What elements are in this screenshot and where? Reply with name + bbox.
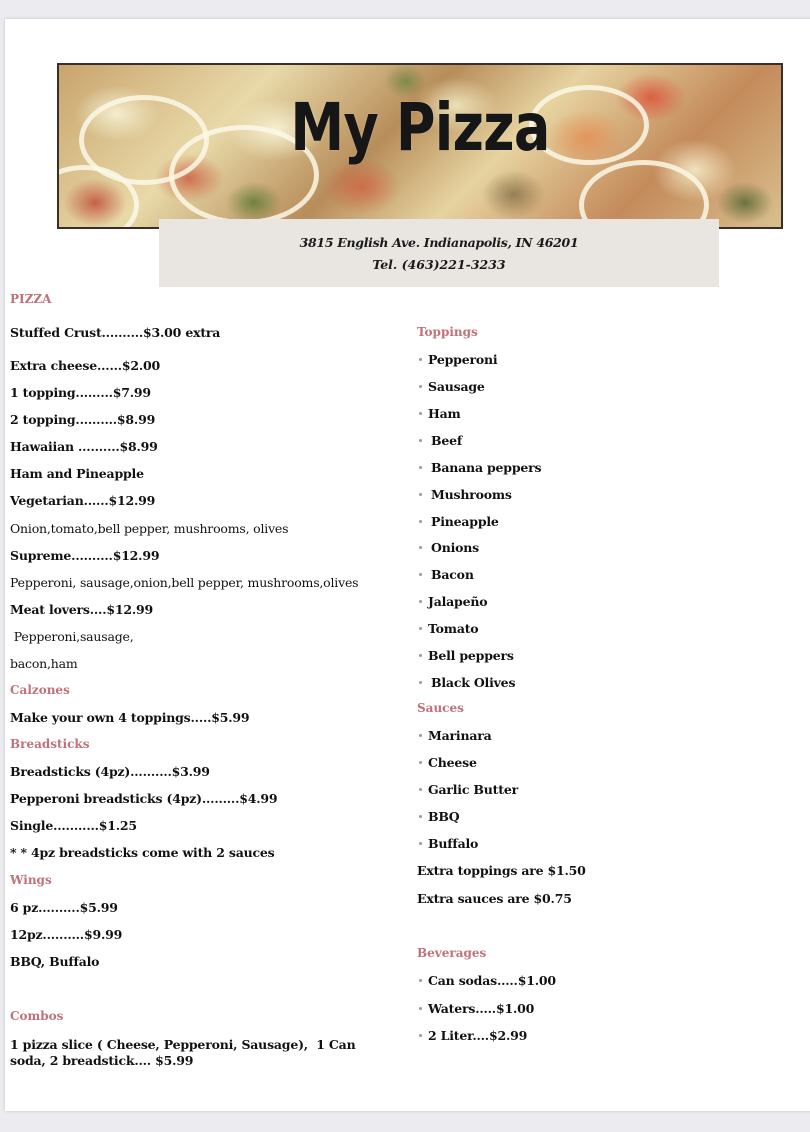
section-heading-pizza: PIZZA: [10, 292, 52, 306]
restaurant-title: My Pizza: [290, 89, 550, 166]
bullet-icon: [419, 520, 422, 523]
bullet-icon: [419, 385, 422, 388]
topping-label: Black Olives: [431, 675, 516, 690]
topping-label: Tomato: [428, 621, 479, 636]
topping-label: Beef: [431, 433, 463, 448]
menu-page: [5, 19, 810, 1111]
topping-item: [419, 487, 512, 502]
topping-item: [419, 675, 515, 690]
menu-item: Breadsticks (4pz)..........$3.99: [10, 764, 210, 779]
menu-item: Vegetarian......$12.99: [10, 493, 156, 508]
topping-label: Pepperoni: [428, 352, 498, 367]
sauce-item: [419, 728, 492, 743]
menu-item: Single...........$1.25: [10, 818, 137, 833]
section-heading-combos: Combos: [10, 1009, 64, 1023]
menu-item-description: Pepperoni, sausage,onion,bell pepper, mushrooms,olives: [10, 575, 359, 590]
sauce-label: BBQ: [428, 809, 460, 824]
bullet-icon: [419, 493, 422, 496]
sauce-label: Garlic Butter: [428, 782, 518, 797]
bullet-icon: [419, 358, 422, 361]
menu-item: Extra cheese......$2.00: [10, 358, 161, 373]
bullet-icon: [419, 788, 422, 791]
menu-item: 12pz..........$9.99: [10, 927, 123, 942]
menu-item: 6 pz..........$5.99: [10, 900, 118, 915]
section-heading-beverages: Beverages: [417, 946, 487, 960]
sauce-item: [419, 755, 477, 770]
address-box: [159, 219, 719, 287]
bullet-icon: [419, 439, 422, 442]
bullet-icon: [419, 842, 422, 845]
bullet-icon: [419, 681, 422, 684]
beverage-item: [419, 973, 556, 988]
topping-item: [419, 514, 499, 529]
topping-label: Bacon: [431, 567, 474, 582]
topping-label: Pineapple: [431, 514, 499, 529]
bullet-icon: [419, 627, 422, 630]
topping-label: Ham: [428, 406, 461, 421]
menu-item: Meat lovers....$12.99: [10, 602, 153, 617]
menu-item: Ham and Pineapple: [10, 466, 144, 481]
sauce-label: Buffalo: [428, 836, 479, 851]
menu-item-description: Pepperoni,sausage,: [10, 629, 134, 644]
menu-item: Make your own 4 toppings.....$5.99: [10, 710, 250, 725]
menu-item: 1 pizza slice ( Cheese, Pepperoni, Sausage), 1 Can: [10, 1037, 356, 1052]
menu-item: BBQ, Buffalo: [10, 954, 100, 969]
topping-label: Bell peppers: [428, 648, 514, 663]
section-heading-wings: Wings: [10, 873, 52, 887]
bullet-icon: [419, 412, 422, 415]
beverage-label: 2 Liter....$2.99: [428, 1028, 528, 1043]
address-text: 3815 English Ave. Indianapolis, IN 46201: [299, 235, 579, 250]
bullet-icon: [419, 979, 422, 982]
phone-text: Tel. (463)221-3233: [372, 257, 506, 272]
topping-label: Onions: [431, 540, 479, 555]
topping-item: [419, 406, 461, 421]
pizza-banner-image: [57, 63, 783, 229]
topping-item: [419, 648, 514, 663]
section-heading-toppings: Toppings: [417, 325, 478, 339]
topping-item: [419, 460, 541, 475]
bullet-icon: [419, 466, 422, 469]
menu-item: Stuffed Crust..........$3.00 extra: [10, 325, 221, 340]
topping-item: [419, 594, 487, 609]
beverage-item: [419, 1001, 534, 1016]
topping-item: [419, 433, 462, 448]
bullet-icon: [419, 573, 422, 576]
section-heading-breadsticks: Breadsticks: [10, 737, 90, 751]
topping-label: Mushrooms: [431, 487, 512, 502]
sauce-item: [419, 782, 518, 797]
topping-item: [419, 379, 485, 394]
extra-toppings-note: Extra toppings are $1.50: [417, 863, 586, 878]
sauce-item: [419, 836, 478, 851]
topping-item: [419, 567, 474, 582]
bullet-icon: [419, 546, 422, 549]
menu-item: 1 topping.........$7.99: [10, 385, 151, 400]
menu-item: 2 topping..........$8.99: [10, 412, 156, 427]
section-heading-calzones: Calzones: [10, 683, 70, 697]
section-heading-sauces: Sauces: [417, 701, 464, 715]
topping-label: Sausage: [428, 379, 485, 394]
bullet-icon: [419, 600, 422, 603]
topping-item: [419, 540, 479, 555]
menu-item: Hawaiian ..........$8.99: [10, 439, 158, 454]
beverage-item: [419, 1028, 527, 1043]
menu-item-description: Onion,tomato,bell pepper, mushrooms, olives: [10, 521, 289, 536]
beverage-label: Waters.....$1.00: [428, 1001, 535, 1016]
beverage-label: Can sodas.....$1.00: [428, 973, 556, 988]
menu-item: Supreme..........$12.99: [10, 548, 160, 563]
bullet-icon: [419, 761, 422, 764]
topping-label: Banana peppers: [431, 460, 542, 475]
menu-item: soda, 2 breadstick.... $5.99: [10, 1053, 194, 1068]
menu-item-description: bacon,ham: [10, 656, 78, 671]
extra-sauces-note: Extra sauces are $0.75: [417, 891, 572, 906]
menu-item: Pepperoni breadsticks (4pz).........$4.99: [10, 791, 278, 806]
bullet-icon: [419, 734, 422, 737]
sauce-label: Marinara: [428, 728, 492, 743]
topping-item: [419, 621, 478, 636]
topping-label: Jalapeño: [428, 594, 488, 609]
menu-note: * * 4pz breadsticks come with 2 sauces: [10, 845, 275, 860]
bullet-icon: [419, 654, 422, 657]
bullet-icon: [419, 1007, 422, 1010]
sauce-label: Cheese: [428, 755, 477, 770]
sauce-item: [419, 809, 459, 824]
topping-item: [419, 352, 497, 367]
bullet-icon: [419, 1034, 422, 1037]
bullet-icon: [419, 815, 422, 818]
